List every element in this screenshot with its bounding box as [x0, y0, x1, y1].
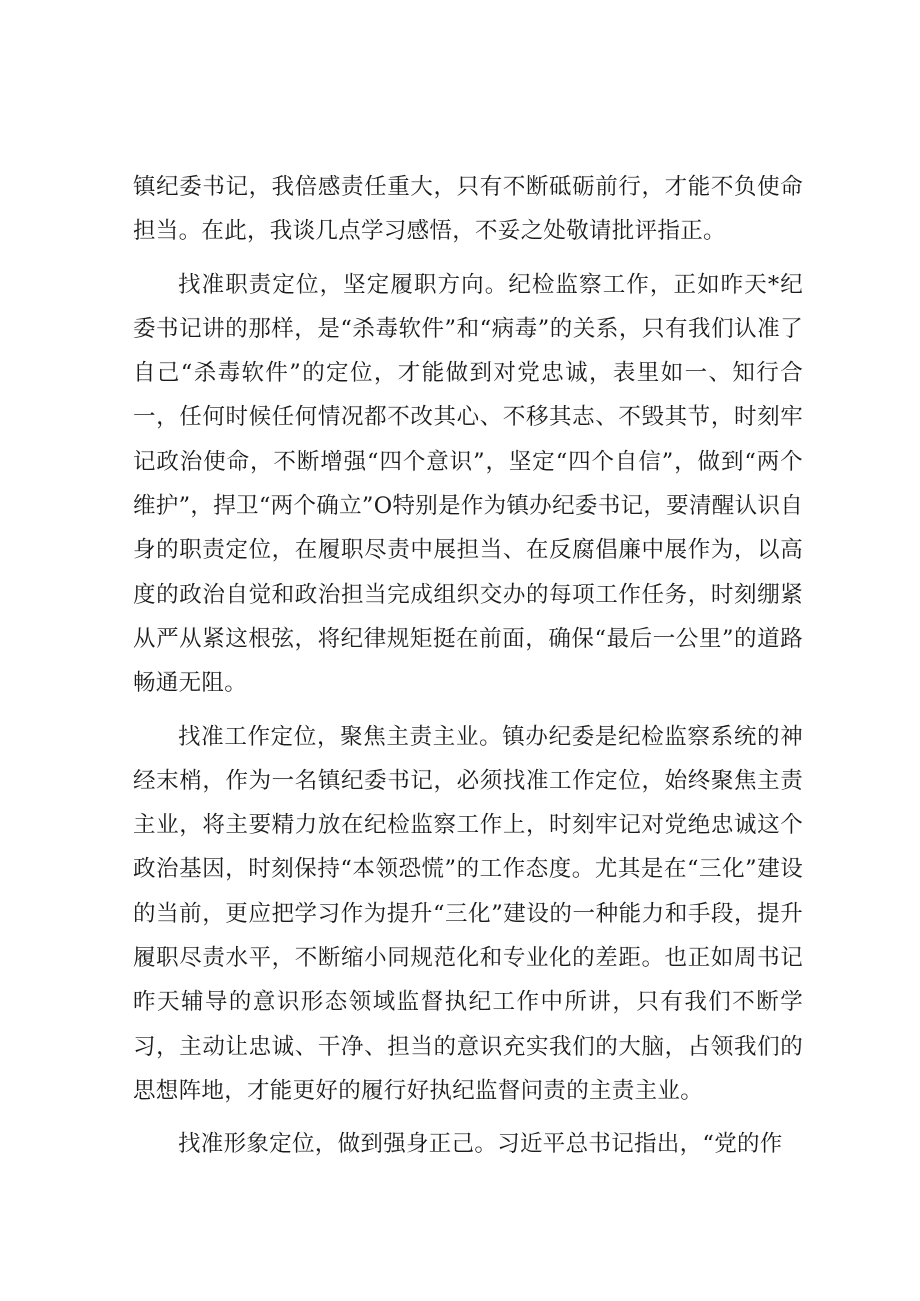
paragraph-image-positioning: 找准形象定位，做到强身正己。习近平总书记指出，“党的作 — [178, 1131, 783, 1158]
document-body — [133, 165, 803, 1176]
paragraph-continuation: 镇纪委书记，我倍感责任重大，只有不断砥砺前行，才能不负使命担当。在此，我谈几点学习感悟，不妥之处敬请批评指正。 — [133, 174, 803, 245]
paragraph-duty-positioning: 找准职责定位，坚定履职方向。纪检监察工作，正如昨天*纪委书记讲的那样，是“杀毒软件”和“病毒”的关系，只有我们认准了自己“杀毒软件”的定位，才能做到对党忠诚，表里如一、知行合一，任何时候任何情况都不改其心、不移其志、不毁其节，时刻牢记政治使命，不断增强“四个意识”，坚定“四个自信”，做到“两个维护”，捍卫“两个确立”O特别是作为镇办纪委书记，要清醒认识自身的职责定位，在履职尽责中展担当、在反腐倡廉中展作为，以高度的政治自觉和政治担当完成组织交办的每项工作任务，时刻绷紧从严从紧这根弦，将纪律规矩挺在前面，确保“最后一公里”的道路畅通无阻。 — [133, 271, 803, 697]
paragraph-work-positioning: 找准工作定位，聚焦主责主业。镇办纪委是纪检监察系统的神经末梢，作为一名镇纪委书记，必须找准工作定位，始终聚焦主责主业，将主要精力放在纪检监察工作上，时刻牢记对党绝忠诚这个政治基因，时刻保持“本领恐慌”的工作态度。尤其是在“三化”建设的当前，更应把学习作为提升“三化”建设的一种能力和手段，提升履职尽责水平，不断缩小同规范化和专业化的差距。也正如周书记昨天辅导的意识形态领域监督执纪工作中所讲，只有我们不断学习，主动让忠诚、干净、担当的意识充实我们的大脑，占领我们的思想阵地，才能更好的履行好执纪监督问责的主责主业。 — [133, 723, 803, 1104]
